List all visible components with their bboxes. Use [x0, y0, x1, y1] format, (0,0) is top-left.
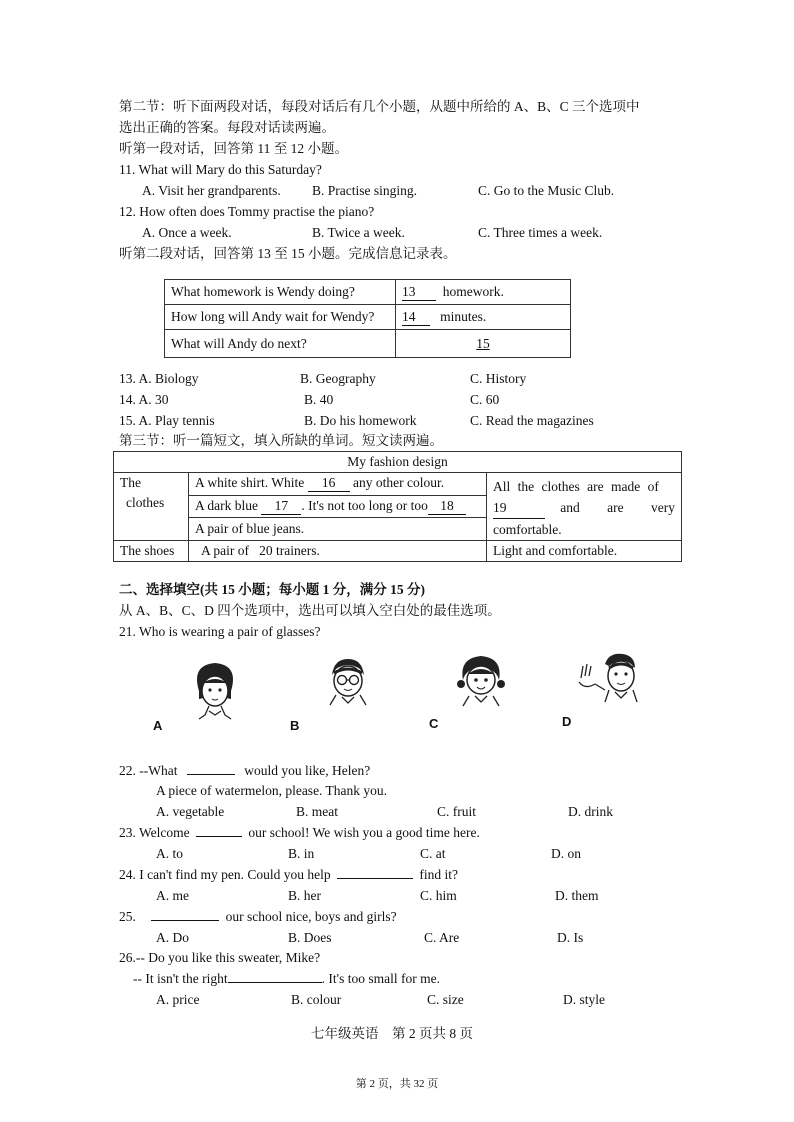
q12-option-a: A. Once a week. — [142, 225, 232, 240]
q23-option-b: B. in — [288, 846, 315, 861]
info-record-table — [164, 279, 571, 358]
shirt-text-post: any other colour. — [353, 475, 445, 491]
q21-stem: 21. Who is wearing a pair of glasses? — [119, 624, 321, 639]
q26-option-d: D. style — [563, 992, 605, 1007]
table-row — [165, 330, 571, 358]
q13-option-a: 13. A. Biology — [119, 371, 199, 386]
q11-option-b: B. Practise singing. — [312, 183, 417, 198]
clothes-note-text: All the clothes are made of — [493, 479, 659, 494]
q15-option-b: B. Do his homework — [304, 413, 417, 428]
info-question: How long will Andy wait for Wendy? — [165, 305, 396, 330]
clothes-note-line2 — [493, 497, 675, 519]
section2-intro-line1: 第二节：听下面两段对话，每段对话后有几个小题，从题中所给的 A、B、C 三个选项中 — [119, 99, 640, 114]
dialog2-instruction: 听第二段对话，回答第 13 至 15 小题。完成信息记录表。 — [119, 246, 457, 261]
answer-blank-14[interactable]: 14 — [402, 309, 430, 326]
q25-option-a: A. Do — [156, 930, 189, 945]
shoes-note-cell: Light and comfortable. — [487, 541, 682, 562]
q15-option-a: 15. A. Play tennis — [119, 413, 215, 428]
fashion-design-table — [113, 451, 682, 562]
q25-option-d: D. Is — [557, 930, 584, 945]
info-question: What homework is Wendy doing? — [165, 280, 396, 305]
q22-stem-post: would you like, Helen? — [244, 763, 371, 778]
shoes-label-cell: The shoes — [114, 541, 189, 562]
q14-option-b: B. 40 — [304, 392, 334, 407]
table-row — [114, 541, 682, 562]
q21-label-d: D — [562, 714, 572, 729]
q26-reply-pre: -- It isn't the right — [133, 971, 228, 986]
clothes-label-line1: The — [120, 475, 141, 490]
q23-option-c: C. at — [420, 846, 446, 861]
q22-stem — [119, 762, 370, 780]
q25-stem-post: our school nice, boys and girls? — [225, 909, 397, 924]
q22-option-b: B. meat — [296, 804, 338, 819]
answer-blank-15[interactable]: 15 — [476, 335, 490, 351]
answer-blank-16[interactable]: 16 — [308, 475, 350, 492]
info-answer-cell — [396, 330, 571, 358]
info-answer-suffix: minutes. — [440, 308, 487, 324]
clothes-note-line1 — [493, 476, 675, 497]
shirt-text: A white shirt. White — [195, 475, 305, 491]
q14-option-c: C. 60 — [470, 392, 500, 407]
q22-stem-pre: 22. --What — [119, 763, 178, 778]
q21-picture-a — [185, 655, 245, 725]
shirt-cell — [189, 473, 487, 496]
q21-picture-d — [575, 650, 645, 710]
clothes-label-cell — [114, 473, 189, 541]
q26-stem: 26.-- Do you like this sweater, Mike? — [119, 950, 321, 965]
q22-blank[interactable] — [187, 774, 235, 775]
q21-label-c: C — [429, 716, 439, 731]
section3-intro: 第三节：听一篇短文，填入所缺的单词。短文读两遍。 — [119, 433, 443, 448]
shoes-cell: A pair of 20 trainers. — [189, 541, 487, 562]
blue-text: A dark blue — [195, 497, 258, 513]
q11-option-c: C. Go to the Music Club. — [478, 183, 615, 198]
clothes-note-cell — [487, 473, 682, 541]
info-answer-cell — [396, 305, 571, 330]
page-footer: 第 2 页，共 32 页 — [355, 1078, 439, 1090]
q23-stem-post: our school! We wish you a good time here. — [248, 825, 480, 840]
q22-option-c: C. fruit — [437, 804, 476, 819]
q14-option-a: 14. A. 30 — [119, 392, 169, 407]
q24-option-c: C. him — [420, 888, 457, 903]
q12-option-b: B. Twice a week. — [312, 225, 405, 240]
section2-intro-line2: 选出正确的答案。每段对话读两遍。 — [119, 120, 335, 135]
q13-option-b: B. Geography — [300, 371, 376, 386]
answer-blank-13[interactable]: 13 — [402, 284, 436, 301]
q24-option-d: D. them — [555, 888, 599, 903]
sweater-cell — [189, 495, 487, 518]
q23-stem — [119, 824, 480, 842]
q21-label-a: A — [153, 718, 163, 733]
answer-blank-18[interactable]: 18 — [428, 498, 466, 515]
q26-option-b: B. colour — [291, 992, 342, 1007]
info-question: What will Andy do next? — [165, 330, 396, 358]
q25-option-c: C. Are — [424, 930, 460, 945]
q22-reply: A piece of watermelon, please. Thank you. — [156, 783, 388, 798]
q24-option-b: B. her — [288, 888, 321, 903]
q11-option-a: A. Visit her grandparents. — [142, 183, 281, 198]
q26-reply — [133, 970, 440, 988]
dialog1-instruction: 听第一段对话，回答第 11 至 12 小题。 — [119, 141, 348, 156]
q11-stem: 11. What will Mary do this Saturday? — [119, 162, 322, 177]
answer-blank-17[interactable]: 17 — [261, 498, 301, 515]
q23-blank[interactable] — [196, 836, 242, 837]
q24-stem-pre: 24. I can't find my pen. Could you help — [119, 867, 331, 882]
q24-stem — [119, 866, 458, 884]
q23-option-d: D. on — [551, 846, 581, 861]
q22-option-d: D. drink — [568, 804, 613, 819]
answer-blank-19[interactable]: 19 — [493, 497, 545, 519]
q15-option-c: C. Read the magazines — [470, 413, 594, 428]
q26-option-c: C. size — [427, 992, 464, 1007]
q21-picture-b — [322, 655, 374, 711]
jeans-cell: A pair of blue jeans. — [189, 518, 487, 541]
part2-instruction: 从 A、B、C、D 四个选项中，选出可以填入空白处的最佳选项。 — [119, 603, 501, 618]
q21-label-b: B — [290, 718, 300, 733]
table-row — [165, 305, 571, 330]
info-answer-suffix: homework. — [442, 283, 504, 299]
q24-blank[interactable] — [337, 878, 413, 879]
q26-option-a: A. price — [156, 992, 200, 1007]
q26-reply-post: . It's too small for me. — [321, 971, 440, 986]
q22-option-a: A. vegetable — [156, 804, 225, 819]
info-answer-cell — [396, 280, 571, 305]
part2-heading: 二、选择填空(共 15 小题；每小题 1 分，满分 15 分) — [119, 582, 425, 597]
clothes-label-line2: clothes — [126, 495, 165, 510]
q23-stem-pre: 23. Welcome — [119, 825, 190, 840]
clothes-note-text2: and are very — [560, 500, 675, 515]
clothes-note-line3: comfortable. — [493, 522, 562, 537]
q25-stem — [119, 908, 397, 926]
q24-stem-post: find it? — [419, 867, 459, 882]
q12-option-c: C. Three times a week. — [478, 225, 603, 240]
blue-text-mid: . It's not too long or too — [301, 497, 428, 513]
table-row — [114, 452, 682, 473]
q23-option-a: A. to — [156, 846, 183, 861]
table-row — [165, 280, 571, 305]
q25-option-b: B. Does — [288, 930, 332, 945]
q25-stem-pre: 25. — [119, 909, 136, 924]
table-row — [114, 473, 682, 496]
q13-option-c: C. History — [470, 371, 527, 386]
q25-blank[interactable] — [151, 920, 219, 921]
q24-option-a: A. me — [156, 888, 189, 903]
fashion-table-title: My fashion design — [114, 452, 682, 473]
course-footer: 七年级英语 第 2 页共 8 页 — [311, 1026, 473, 1041]
q12-stem: 12. How often does Tommy practise the piano? — [119, 204, 375, 219]
q21-picture-c — [455, 650, 507, 710]
q26-blank[interactable] — [228, 982, 322, 983]
